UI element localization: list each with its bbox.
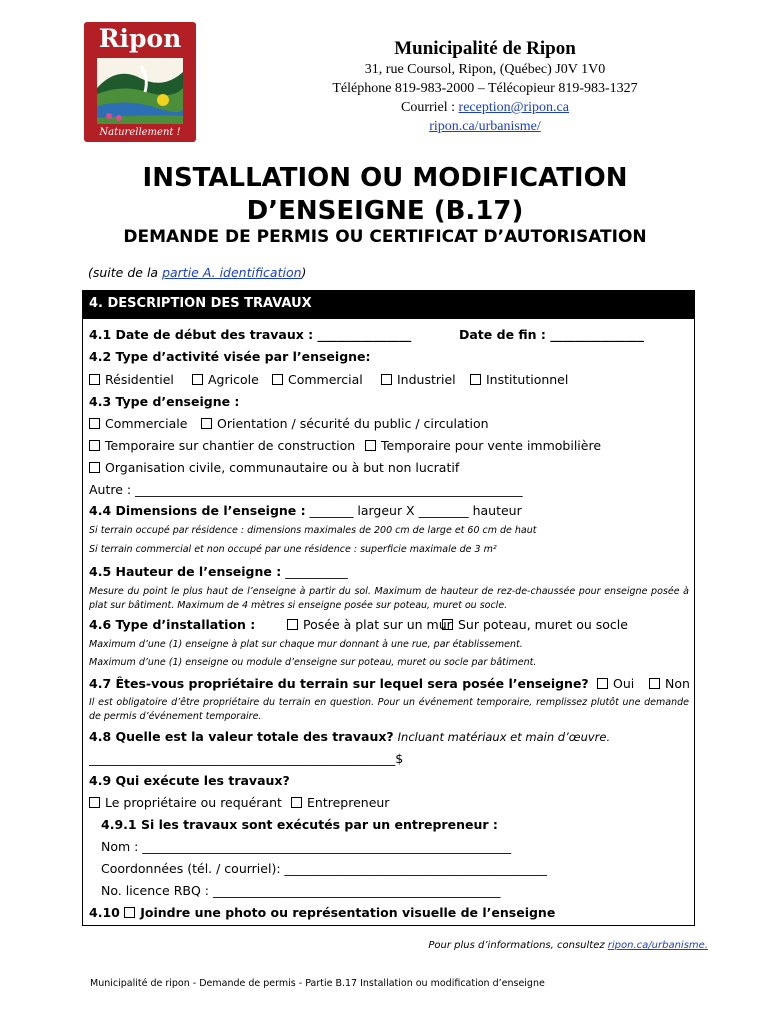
ripon-logo xyxy=(84,22,196,142)
page-subtitle: DEMANDE DE PERMIS OU CERTIFICAT D’AUTORISATION xyxy=(123,227,647,247)
row-4-4 xyxy=(89,503,522,518)
proprietaire-label: 4.7 Êtes-vous propriétaire du terrain sur lequel sera posée l’enseigne? xyxy=(89,676,589,691)
end-date-field[interactable]: Date de fin : _______________ xyxy=(459,327,645,342)
checkbox-icon xyxy=(291,797,302,808)
checkbox-icon xyxy=(89,797,100,808)
checkbox-icon xyxy=(381,374,392,385)
option-label: Commerciale xyxy=(105,416,188,431)
installation-label: 4.6 Type d’installation : xyxy=(89,617,256,632)
hauteur-note: Mesure du point le plus haut de l’enseigne à partir du sol. Maximum de hauteur de rez-de-chaussée pour enseigne posée à plat sur bâtiment. Maximum de 4 mètres si enseigne posée sur poteau, muret ou socle. xyxy=(89,586,689,611)
checkbox-institutionnel[interactable] xyxy=(470,372,568,387)
coordonnees-field[interactable]: Coordonnées (tél. / courriel): __________________________________________ xyxy=(101,861,548,876)
photo-label: Joindre une photo ou représentation visuelle de l’enseigne xyxy=(140,905,556,920)
suite-prefix: (suite de la xyxy=(88,265,163,280)
checkbox-icon xyxy=(89,374,100,385)
option-label: Commercial xyxy=(288,372,363,387)
nom-field[interactable]: Nom : ___________________________________________________________ xyxy=(101,839,512,854)
option-label: Temporaire sur chantier de construction xyxy=(105,438,356,453)
checkbox-temp-chantier[interactable] xyxy=(89,438,355,453)
checkbox-orientation[interactable] xyxy=(201,416,489,431)
option-label: Posée à plat sur un mur xyxy=(303,617,452,632)
logo-word: Ripon xyxy=(98,24,182,53)
info-prefix: Pour plus d’informations, consultez xyxy=(428,940,608,951)
checkbox-oui[interactable] xyxy=(597,676,634,691)
checkbox-poteau[interactable] xyxy=(442,617,628,632)
option-label: Temporaire pour vente immobilière xyxy=(381,438,602,453)
page-footer: Municipalité de ripon - Demande de permis - Partie B.17 Installation ou modification d’enseigne xyxy=(90,978,545,989)
checkbox-icon xyxy=(272,374,283,385)
section-4-box xyxy=(82,290,695,926)
title-line-1: INSTALLATION OU MODIFICATION xyxy=(142,163,628,193)
valeur-field[interactable]: _________________________________________________$ xyxy=(89,751,404,766)
option-label: Non xyxy=(665,676,690,691)
municipality-name: Municipalité de Ripon xyxy=(394,38,576,59)
info-note xyxy=(428,940,708,951)
municipality-header xyxy=(300,38,670,136)
valeur-label: 4.8 Quelle est la valeur totale des travaux? xyxy=(89,729,394,744)
email-prefix: Courriel : xyxy=(400,100,459,115)
option-label: Orientation / sécurité du public / circulation xyxy=(217,416,489,431)
address: 31, rue Coursol, Ripon, (Québec) J0V 1V0 xyxy=(364,62,606,77)
row-4-9-1: 4.9.1 Si les travaux sont exécutés par un entrepreneur : xyxy=(101,817,498,832)
row-4-5 xyxy=(89,564,348,579)
page-title xyxy=(0,162,770,228)
checkbox-agricole[interactable] xyxy=(192,372,259,387)
checkbox-proprietaire[interactable] xyxy=(89,795,282,810)
option-label: Industriel xyxy=(397,372,456,387)
option-label: Agricole xyxy=(208,372,259,387)
checkbox-icon xyxy=(287,619,298,630)
checkbox-icon xyxy=(470,374,481,385)
checkbox-a-plat[interactable] xyxy=(287,617,452,632)
checkbox-icon xyxy=(192,374,203,385)
checkbox-icon xyxy=(597,678,608,689)
row-4-6 xyxy=(89,617,628,632)
website-link[interactable]: ripon.ca/urbanisme/ xyxy=(429,119,541,134)
email-link[interactable]: reception@ripon.ca xyxy=(458,100,569,115)
checkbox-icon xyxy=(365,440,376,451)
urbanisme-link[interactable]: ripon.ca/urbanisme. xyxy=(607,940,708,951)
autre-field[interactable]: Autre : ______________________________________________________________ xyxy=(89,482,523,497)
option-label: Entrepreneur xyxy=(307,795,390,810)
hauteur-field[interactable]: __________ xyxy=(285,564,348,579)
row-4-10 xyxy=(89,905,555,920)
option-label: Sur poteau, muret ou socle xyxy=(458,617,628,632)
logo-tagline: Naturellement ! xyxy=(99,127,181,138)
dimensions-label: 4.4 Dimensions de l’enseigne : xyxy=(89,503,306,518)
item-number: 4.10 xyxy=(89,905,125,920)
email-line xyxy=(300,98,670,117)
start-date-field[interactable]: 4.1 Date de début des travaux : _______________ xyxy=(89,327,412,342)
checkbox-industriel[interactable] xyxy=(381,372,456,387)
section-heading: 4. DESCRIPTION DES TRAVAUX xyxy=(83,291,694,319)
row-4-9: 4.9 Qui exécute les travaux? xyxy=(89,773,290,788)
option-label: Oui xyxy=(613,676,635,691)
rbq-field[interactable]: No. licence RBQ : ______________________________________________ xyxy=(101,883,501,898)
dimensions-note-1: Si terrain occupé par résidence : dimensions maximales de 200 cm de large et 60 cm de haut xyxy=(89,525,537,536)
checkbox-commercial[interactable] xyxy=(272,372,363,387)
valeur-hint: Incluant matériaux et main d’œuvre. xyxy=(397,730,611,744)
row-4-3: 4.3 Type d’enseigne : xyxy=(89,394,240,409)
website-line xyxy=(300,117,670,136)
checkbox-icon xyxy=(89,440,100,451)
option-label: Le propriétaire ou requérant xyxy=(105,795,282,810)
checkbox-photo[interactable] xyxy=(124,907,135,918)
suite-suffix: ) xyxy=(301,265,307,280)
checkbox-icon xyxy=(649,678,660,689)
row-4-7 xyxy=(89,676,690,691)
installation-note-1: Maximum d’une (1) enseigne à plat sur chaque mur donnant à une rue, par établissement. xyxy=(89,639,523,650)
option-label: Résidentiel xyxy=(105,372,174,387)
checkbox-commerciale[interactable] xyxy=(89,416,187,431)
row-4-8 xyxy=(89,729,610,744)
row-4-1 xyxy=(89,327,645,342)
proprietaire-note: Il est obligatoire d’être propriétaire du terrain en question. Pour un événement temporaire, remplissez plutôt une demande de permis d’événement temporaire. xyxy=(89,697,689,722)
checkbox-temp-immobiliere[interactable] xyxy=(365,438,601,453)
logo-landscape-icon xyxy=(97,58,183,124)
suite-note xyxy=(88,265,306,280)
checkbox-residentiel[interactable] xyxy=(89,372,174,387)
checkbox-organisation[interactable] xyxy=(89,460,459,475)
checkbox-entrepreneur[interactable] xyxy=(291,795,389,810)
partie-a-link[interactable]: partie A. identification xyxy=(162,265,302,280)
hauteur-label: 4.5 Hauteur de l’enseigne : xyxy=(89,564,282,579)
checkbox-icon xyxy=(89,418,100,429)
option-label: Institutionnel xyxy=(486,372,569,387)
phone-fax: Téléphone 819-983-2000 – Télécopieur 819-983-1327 xyxy=(332,81,638,96)
installation-note-2: Maximum d’une (1) enseigne ou module d’enseigne sur poteau, muret ou socle par bâtiment. xyxy=(89,657,537,668)
checkbox-icon xyxy=(89,462,100,473)
dimensions-note-2: Si terrain commercial et non occupé par une résidence : superficie maximale de 3 m² xyxy=(89,544,497,555)
checkbox-icon xyxy=(442,619,453,630)
title-line-2: D’ENSEIGNE (B.17) xyxy=(246,196,524,226)
option-label: Organisation civile, communautaire ou à but non lucratif xyxy=(105,460,460,475)
checkbox-non[interactable] xyxy=(649,676,690,691)
row-4-2: 4.2 Type d’activité visée par l’enseigne: xyxy=(89,349,371,364)
checkbox-icon xyxy=(201,418,212,429)
dimensions-field[interactable]: _______ largeur X ________ hauteur xyxy=(309,503,522,518)
